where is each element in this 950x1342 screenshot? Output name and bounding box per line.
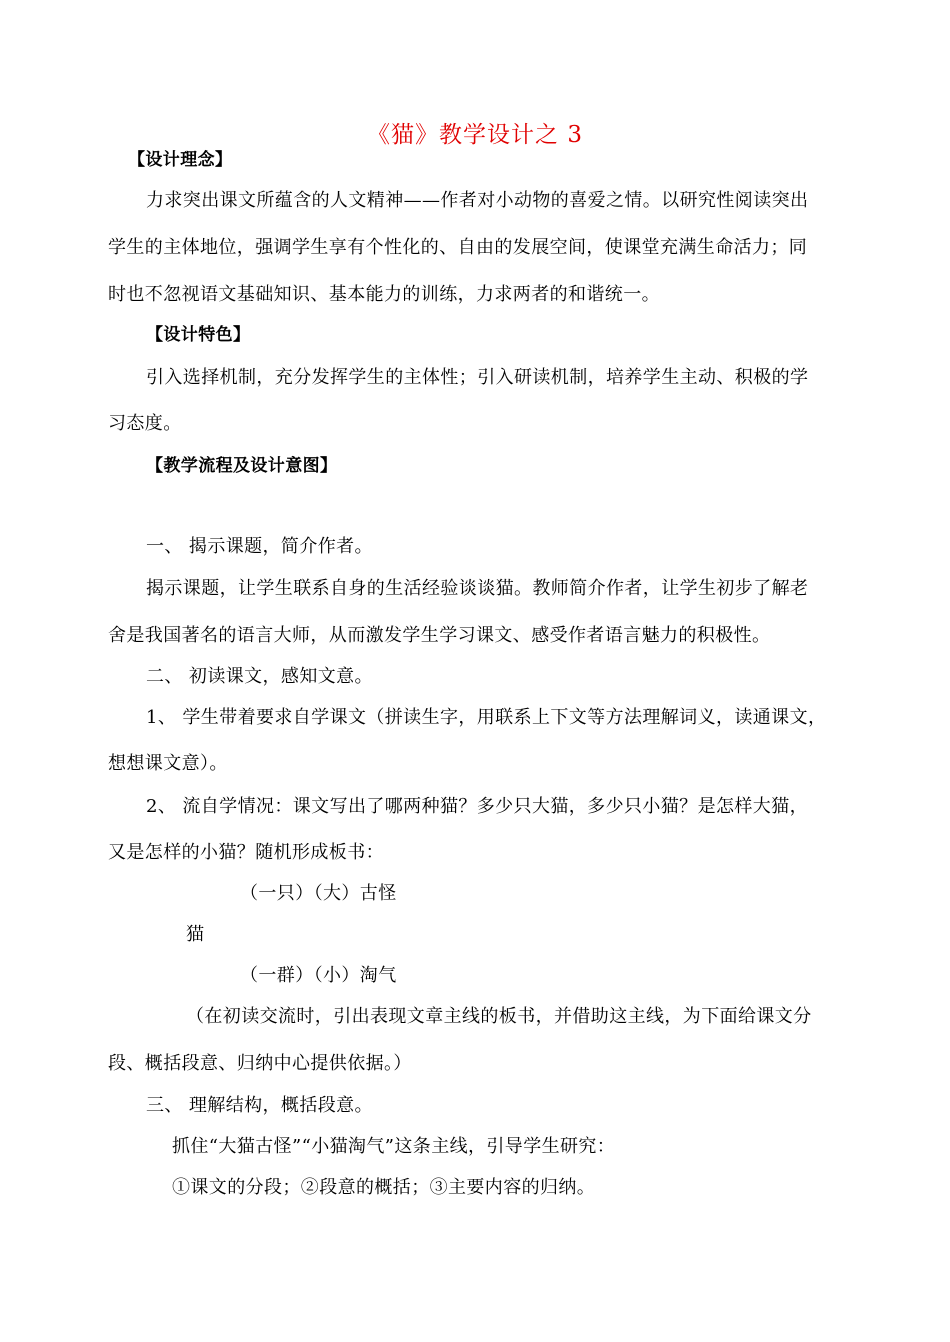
section-heading-design-concept: 【设计理念】 — [128, 150, 233, 170]
paragraph-line: 又是怎样的小猫？随机形成板书： — [108, 842, 384, 863]
paragraph-line: （在初读交流时，引出表现文章主线的板书，并借助这主线，为下面给课文分 — [186, 1006, 812, 1027]
paragraph-line: ①课文的分段；②段意的概括；③主要内容的归纳。 — [172, 1177, 596, 1198]
paragraph-line: 习态度。 — [108, 413, 182, 434]
paragraph-line: 揭示课题，让学生联系自身的生活经验谈谈猫。教师简介作者，让学生初步了解老 — [146, 578, 809, 599]
paragraph-line: 1、 学生带着要求自学课文（拼读生字，用联系上下文等方法理解词义，读通课文， — [146, 707, 827, 728]
section-heading-teaching-process: 【教学流程及设计意图】 — [146, 456, 338, 476]
paragraph-line: 时也不忽视语文基础知识、基本能力的训练，力求两者的和谐统一。 — [108, 284, 660, 305]
document-title: 《猫》教学设计之 3 — [367, 122, 583, 148]
paragraph-line: 舍是我国著名的语言大师，从而激发学生学习课文、感受作者语言魅力的积极性。 — [108, 625, 771, 646]
paragraph-line: 2、 流自学情况：课文写出了哪两种猫？多少只大猫，多少只小猫？是怎样大猫， — [146, 796, 808, 817]
board-writing-line: 猫 — [186, 924, 205, 945]
paragraph-line: 段、概括段意、归纳中心提供依据。） — [108, 1053, 412, 1074]
paragraph-line: 抓住“大猫古怪”“小猫淘气”这条主线，引导学生研究： — [172, 1136, 616, 1157]
paragraph-line: 力求突出课文所蕴含的人文精神——作者对小动物的喜爱之情。以研究性阅读突出 — [146, 190, 809, 211]
board-writing-line: （一只）（大）古怪 — [240, 883, 397, 904]
paragraph-line: 学生的主体地位，强调学生享有个性化的、自由的发展空间，使课堂充满生命活力；同 — [108, 237, 808, 258]
board-writing-line: （一群）（小）淘气 — [240, 965, 397, 986]
paragraph-line: 想想课文意）。 — [108, 753, 228, 774]
step-heading-3: 三、 理解结构，概括段意。 — [146, 1095, 373, 1116]
step-heading-1: 一、 揭示课题，简介作者。 — [146, 536, 373, 557]
section-heading-design-features: 【设计特色】 — [146, 325, 251, 345]
step-heading-2: 二、 初读课文，感知文意。 — [146, 666, 373, 687]
paragraph-line: 引入选择机制，充分发挥学生的主体性；引入研读机制，培养学生主动、积极的学 — [146, 367, 809, 388]
